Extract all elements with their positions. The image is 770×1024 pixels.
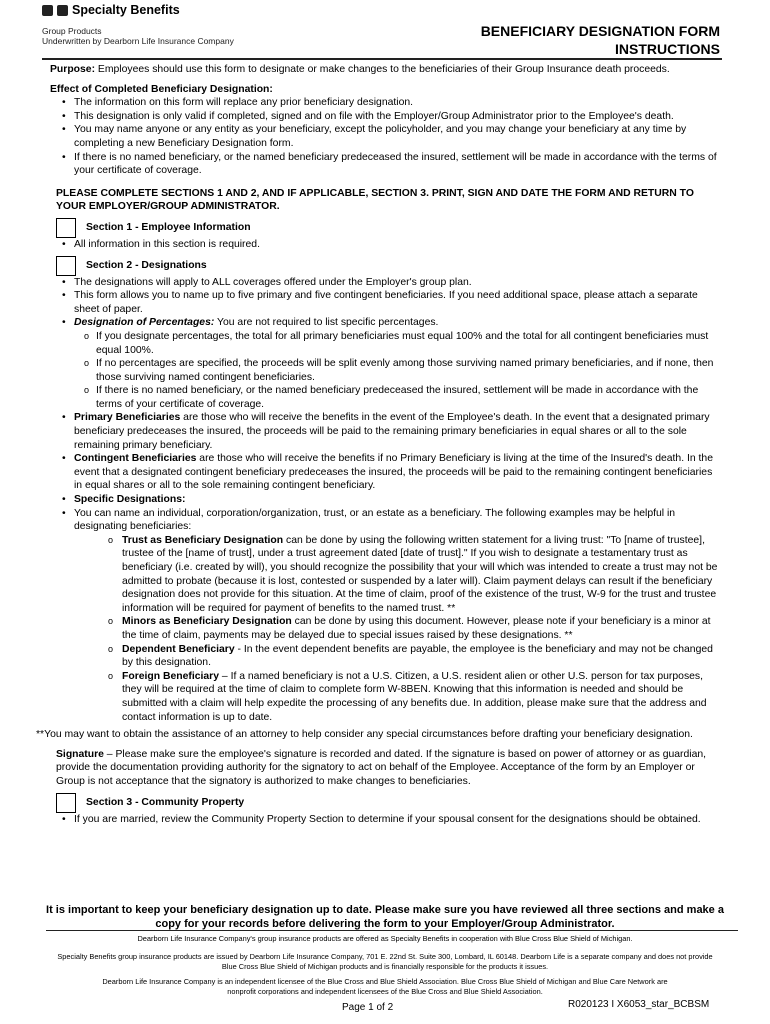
section2-list — [50, 276, 722, 725]
pct-text: You are not required to list specific percentages. — [214, 317, 439, 329]
list-item: • The designations will apply to ALL coverages offered under the Employer's group plan. — [50, 276, 722, 290]
contingent-label: Contingent Beneficiaries — [74, 453, 197, 465]
page-title — [481, 22, 720, 58]
header-divider — [42, 58, 722, 60]
example-text: can be done by using the following written statement for a living trust: "To [name of trustee], trustee of the [name of trust], under a trust agreement dated [date of trust]." If you wish to designate a testamentary trust as beneficiary (i.e. created by will), you should recognize the possibility that your will which was intended to create a trust may not be admitted to probate (because it is lost, contested or suspended by a later will). Claim payment delays can result if the beneficiary designation does not provide for this situation. At the time of claim, proof of the existence of the trust, W-9 for the trust and trustee information will be required for payment of benefits to the named trust. ** — [122, 534, 718, 614]
list-item: o If there is no named beneficiary, or the named beneficiary predeceased the insured, settlement will be made in accordance with the terms of your certificate of coverage. — [50, 384, 722, 411]
bcbs-cross-icon — [42, 5, 53, 16]
primary-label: Primary Beneficiaries — [74, 412, 181, 424]
brand-name: Specialty Benefits — [72, 3, 180, 17]
attorney-note: **You may want to obtain the assistance of an attorney to help consider any special circumstances before drafting your beneficiary designation. — [36, 729, 693, 741]
section3-title: Section 3 - Community Property — [86, 796, 245, 808]
section2-heading — [56, 256, 722, 276]
list-item: • If you are married, review the Community Property Section to determine if your spousal consent for the designations should be obtained. — [50, 813, 722, 827]
list-item: • The information on this form will replace any prior beneficiary designation. — [50, 96, 722, 110]
list-item — [50, 452, 722, 493]
example-label: Trust as Beneficiary Designation — [122, 534, 284, 546]
bcbs-shield-icon — [57, 5, 68, 16]
final-notice: It is important to keep your beneficiary designation up to date. Please make sure you have reviewed all three sections and make a copy for your records before delivering the form to your Employer/Group Administrator. — [46, 904, 724, 930]
list-item — [50, 411, 722, 452]
list-item: • All information in this section is required. — [50, 238, 722, 252]
section1-title: Section 1 - Employee Information — [86, 222, 251, 234]
list-item — [50, 316, 722, 330]
brand-line1: Group Products — [42, 25, 102, 36]
company-logo — [42, 4, 234, 46]
section3-heading — [56, 793, 722, 813]
primary-text: are those who will receive the benefits in the event of the Employee's death. In the event that a designated primary beneficiary predeceases the insured, the proceeds will be paid to the remaining primary beneficiaries in equal shares or all to the sole remaining primary beneficiary. — [74, 412, 710, 451]
example-text: - In the event dependent benefits are payable, the employee is the beneficiary and may not be changed by this designation. — [122, 643, 713, 669]
footer-text-1: Dearborn Life Insurance Company's group insurance products are offered as Specialty Benefits in cooperation with Blue Cross Blue Shield of Michigan. — [137, 934, 633, 943]
form-code: R020123 I X6053_star_BCBSM — [568, 999, 710, 1010]
signature-text: – Please make sure the employee's signature is recorded and dated. If the signature is based on power of attorney or as guardian, provide the documentation providing authority for the signatory to act on behalf of the Employee. Acceptance of the form by an Employer or Group is not acceptance that the signatory is authorized to make changes to beneficiaries. — [56, 748, 707, 787]
footer-text-3: Dearborn Life Insurance Company is an independent licensee of the Blue Cross and Blue Shield Association. Blue Cross Blue Shield of Michigan and Blue Care Network are nonprofit corporations and independent licensees of the Blue Cross and Blue Shield Association. — [102, 977, 668, 996]
list-item: • You can name an individual, corporation/organization, trust, or an estate as a beneficiary. The following examples may be helpful in designating beneficiaries: — [50, 507, 722, 534]
list-item: • This form allows you to name up to five primary and five contingent beneficiaries. If you need additional space, please attach a separate sheet of paper. — [50, 289, 722, 316]
footer-text-2: Specialty Benefits group insurance products are issued by Dearborn Life Insurance Company, 701 E. 22nd St. Suite 300, Lombard, IL 60148. Dearborn Life is a separate company and does not provide Blue Cross Blue Shield of Michigan products and is financially responsible for the products it issues. — [57, 952, 713, 971]
effect-heading: Effect of Completed Beneficiary Designation: — [50, 83, 273, 95]
section1-heading — [56, 218, 722, 238]
signature-label: Signature — [56, 748, 104, 760]
purpose — [50, 63, 722, 77]
list-item — [50, 615, 722, 642]
purpose-text: Employees should use this form to designate or make changes to the beneficiaries of their Group Insurance death proceeds. — [95, 64, 670, 75]
list-item: • This designation is only valid if completed, signed and on file with the Employer/Group Administrator prior to the Employee's death. — [50, 110, 722, 124]
specific-label: Specific Designations: — [74, 494, 186, 506]
page-number: Page 1 of 2 — [342, 1002, 394, 1013]
instruction-notice: PLEASE COMPLETE SECTIONS 1 AND 2, AND IF APPLICABLE, SECTION 3. PRINT, SIGN AND DATE THE FORM AND RETURN TO YOUR EMPLOYER/GROUP ADMINISTRATOR. — [56, 187, 694, 213]
example-label: Foreign Beneficiary — [122, 670, 220, 682]
list-item: o If no percentages are specified, the proceeds will be split evenly among those surviving named primary beneficiaries, and if none, then those surviving named contingent beneficiaries. — [50, 357, 722, 384]
pct-label: Designation of Percentages: — [74, 317, 215, 329]
section3-checkbox[interactable] — [56, 793, 76, 813]
signature-note — [56, 748, 722, 789]
list-item — [50, 534, 722, 616]
title-line1: BENEFICIARY DESIGNATION FORM — [480, 23, 720, 39]
list-item — [50, 493, 722, 507]
contingent-text: are those who will receive the benefits if no Primary Beneficiary is living at the time of the Insured's death. In the event that a designated contingent beneficiary predeceases the insured, the proceeds will be paid to the remaining contingent beneficiaries in equal shares or all to the sole remaining contingent beneficiary. — [74, 453, 713, 492]
instructions-body — [36, 63, 722, 826]
example-text: can be done by using this document. However, please note if your beneficiary is a minor at the time of claim, payments may be delayed due to special issues raised by these designations. ** — [122, 616, 711, 641]
example-label: Minors as Beneficiary Designation — [122, 616, 292, 628]
list-item — [50, 670, 722, 724]
list-item — [50, 643, 722, 670]
footer-divider — [46, 930, 738, 931]
example-label: Dependent Beneficiary — [122, 643, 235, 655]
section1-checkbox[interactable] — [56, 218, 76, 238]
title-line2: INSTRUCTIONS — [615, 41, 720, 57]
purpose-label: Purpose: — [50, 64, 96, 75]
example-text: – If a named beneficiary is not a U.S. Citizen, a U.S. resident alien or other U.S. person for tax purposes, they will be required at the time of claim to complete form W-8BEN. Knowing that this information is needed and should be submitted with a claim will help expedite the processing of any benefits due. In addition, please make sure that the address and contact information is up to date. — [122, 670, 707, 723]
list-item: o If you designate percentages, the total for all primary beneficiaries must equal 100% and the total for all contingent beneficiaries must equal 100%. — [50, 330, 722, 357]
brand-line2: Underwritten by Dearborn Life Insurance Company — [42, 35, 234, 46]
effect-list — [50, 96, 722, 178]
section2-checkbox[interactable] — [56, 256, 76, 276]
section2-title: Section 2 - Designations — [86, 259, 207, 271]
list-item: • You may name anyone or any entity as your beneficiary, except the policyholder, and you may change your beneficiary at any time by completing a new Beneficiary Designation form. — [50, 123, 722, 150]
list-item: • If there is no named beneficiary, or the named beneficiary predeceased the insured, settlement will be made in accordance with the terms of your certificate of coverage. — [50, 151, 722, 178]
